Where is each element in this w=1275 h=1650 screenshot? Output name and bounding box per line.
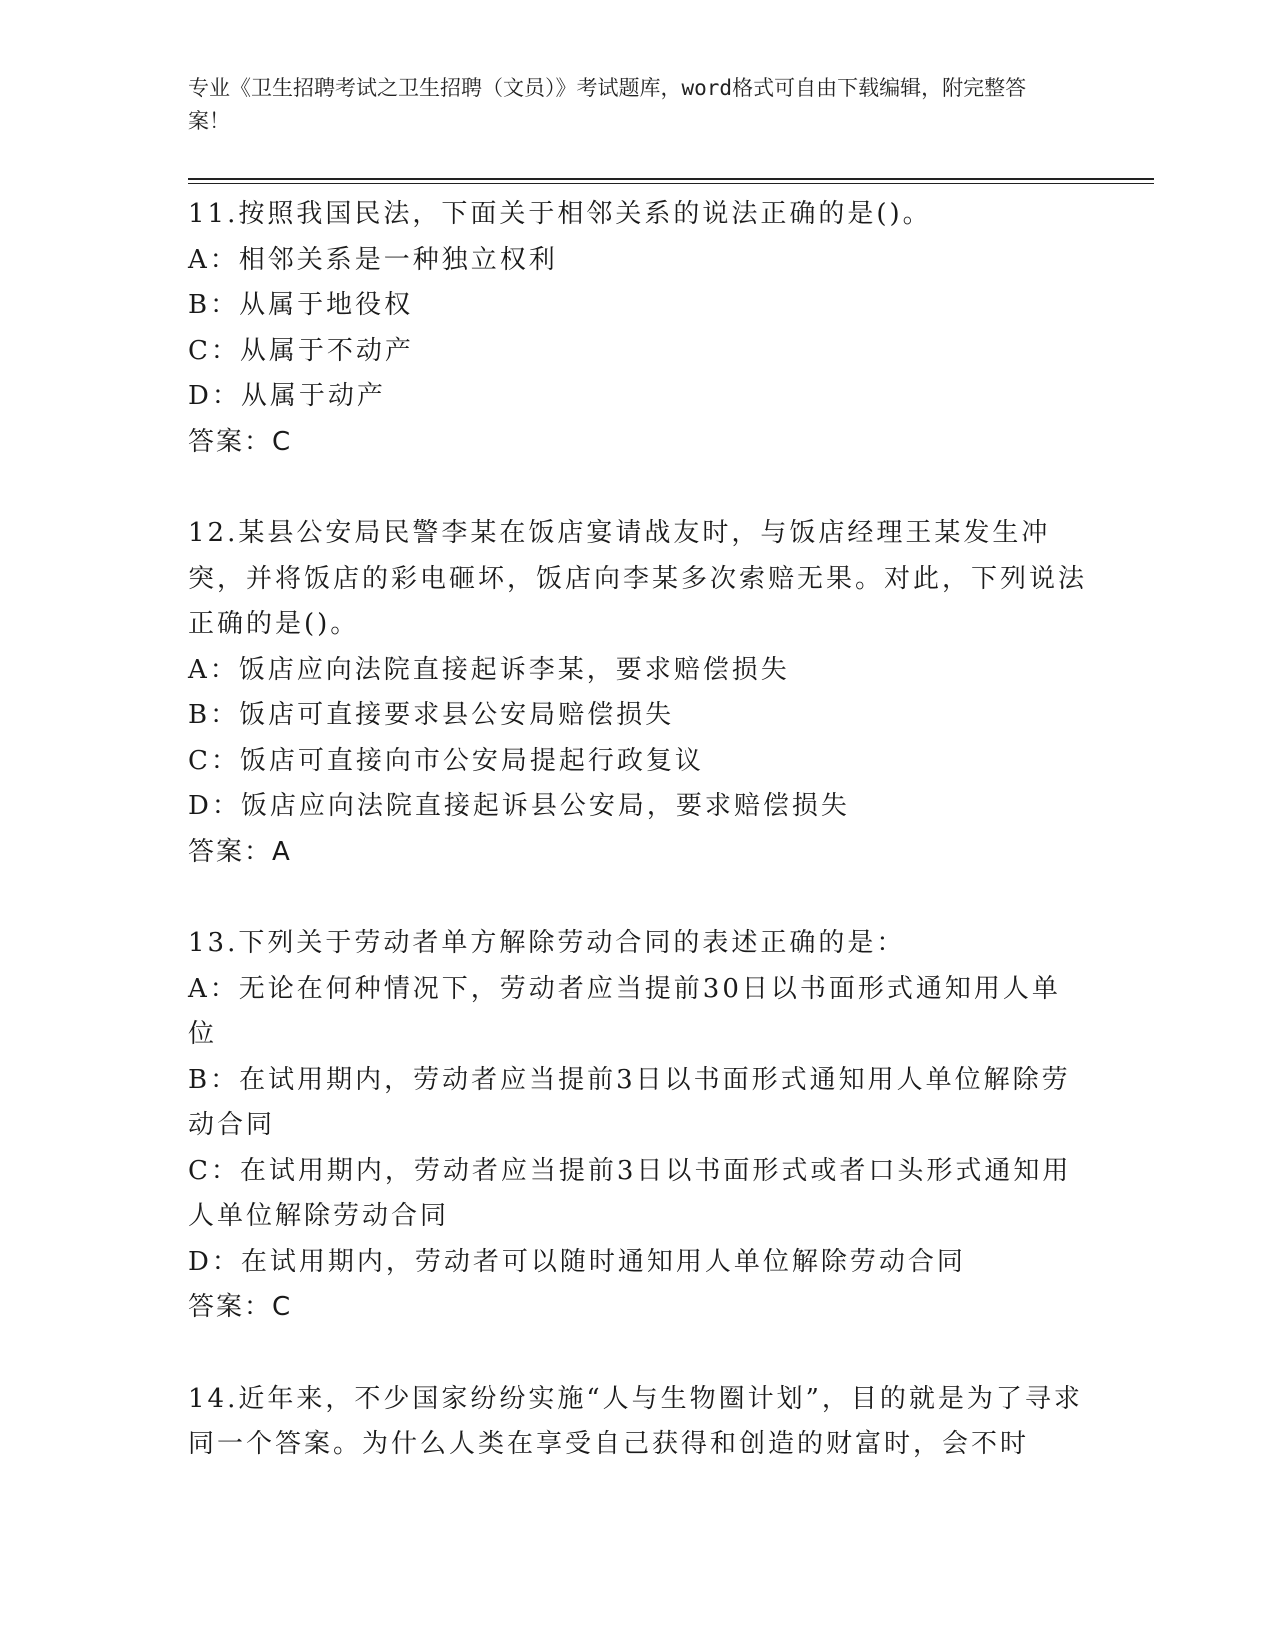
- option-a: A：无论在何种情况下，劳动者应当提前30日以书面形式通知用人单位: [188, 973, 1061, 1049]
- option-b: B：从属于地役权: [188, 290, 414, 320]
- header-divider-secondary: [188, 183, 1154, 184]
- document-header: 专业《卫生招聘考试之卫生招聘（文员）》考试题库，word格式可自由下载编辑，附完整答案！: [188, 76, 1027, 133]
- question-stem: 14.近年来，不少国家纷纷实施“人与生物圈计划”，目的就是为了寻求同一个答案。为什么人类在享受自己获得和创造的财富时，会不时: [188, 1383, 1083, 1459]
- question-block: [188, 192, 1088, 465]
- question-list: [188, 192, 1088, 1468]
- option-c: C：在试用期内，劳动者应当提前3日以书面形式或者口头形式通知用人单位解除劳动合同: [188, 1155, 1072, 1231]
- header-divider: [188, 178, 1154, 180]
- question-block: [188, 1377, 1088, 1468]
- option-b: B：饭店可直接要求县公安局赔偿损失: [188, 700, 675, 730]
- question-stem: 13.下列关于劳动者单方解除劳动合同的表述正确的是：: [188, 928, 906, 958]
- option-d: D：饭店应向法院直接起诉县公安局，要求赔偿损失: [188, 791, 850, 821]
- answer-line: 答案：A: [188, 836, 292, 867]
- option-c: C：饭店可直接向市公安局提起行政复议: [188, 745, 704, 776]
- question-stem: 11.按照我国民法，下面关于相邻关系的说法正确的是()。: [188, 199, 932, 229]
- option-a: A：饭店应向法院直接起诉李某，要求赔偿损失: [188, 654, 790, 685]
- option-a: A：相邻关系是一种独立权利: [188, 244, 558, 275]
- option-d: D：从属于动产: [188, 381, 386, 411]
- answer-line: 答案：C: [188, 426, 293, 457]
- option-c: C：从属于不动产: [188, 335, 414, 366]
- answer-line: 答案：C: [188, 1292, 293, 1322]
- option-b: B：在试用期内，劳动者应当提前3日以书面形式通知用人单位解除劳动合同: [188, 1064, 1071, 1140]
- question-stem: 12.某县公安局民警李某在饭店宴请战友时，与饭店经理王某发生冲突，并将饭店的彩电砸坏，饭店向李某多次索赔无果。对此，下列说法正确的是()。: [188, 518, 1088, 639]
- option-d: D：在试用期内，劳动者可以随时通知用人单位解除劳动合同: [188, 1246, 966, 1277]
- question-block: [188, 511, 1088, 875]
- question-block: [188, 921, 1088, 1331]
